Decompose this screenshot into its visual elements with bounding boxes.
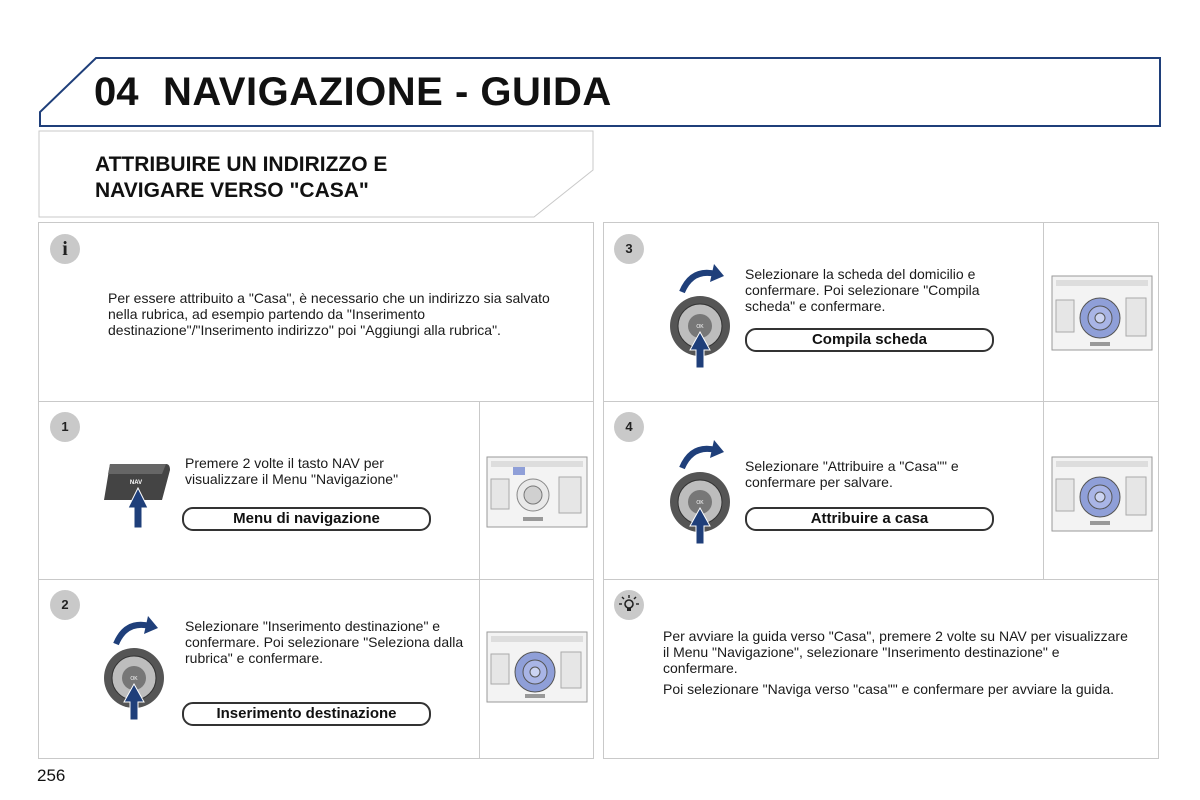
step-3-label: Compila scheda <box>745 328 994 352</box>
radio-panel-image-3 <box>1050 274 1155 354</box>
step-1-divider <box>479 401 480 580</box>
knob-illustration-3 <box>664 260 744 372</box>
lightbulb-icon <box>614 590 644 620</box>
step-4-badge: 4 <box>614 412 644 442</box>
knob-ok-label-3: OK <box>696 324 704 330</box>
chapter-title: NAVIGAZIONE - GUIDA <box>163 70 612 114</box>
knob-ok-label-2: OK <box>130 676 138 682</box>
page-number: 256 <box>37 766 66 785</box>
step-2-divider <box>479 579 480 759</box>
nav-key-label: NAV <box>129 480 143 486</box>
step-4-divider <box>1043 401 1044 580</box>
info-text: Per essere attribuito a "Casa", è necessario che un indirizzo sia salvato nella rubrica, ad esempio partendo da "Inserimento destinazione"/"Inserimento indirizzo" poi "Aggiungi alla rubrica". <box>108 290 550 338</box>
step-2-badge: 2 <box>50 590 80 620</box>
radio-panel-image-1 <box>485 455 590 530</box>
step-4-text: Selezionare "Attribuire a "Casa"" e confermare per salvare. <box>745 458 959 490</box>
step-3-badge: 3 <box>614 234 644 264</box>
step-4-label: Attribuire a casa <box>745 507 994 531</box>
chapter-number: 04 <box>94 70 139 114</box>
section-title-line2: NAVIGARE VERSO "CASA" <box>95 179 369 202</box>
step-3-text: Selezionare la scheda del domicilio e confermare. Poi selezionare "Compila scheda" e confermare. <box>745 266 980 314</box>
radio-panel-image-2 <box>485 630 590 705</box>
knob-ok-label-4: OK <box>696 500 704 506</box>
section-title-line1: ATTRIBUIRE UN INDIRIZZO E <box>95 153 388 176</box>
step-2-text: Selezionare "Inserimento destinazione" e confermare. Poi selezionare "Seleziona dalla rubrica" e confermare. <box>185 618 464 666</box>
step-3-divider <box>1043 222 1044 402</box>
nav-key-illustration <box>100 456 180 536</box>
knob-illustration-4 <box>664 436 744 548</box>
info-icon: i <box>50 234 80 264</box>
step-1-text: Premere 2 volte il tasto NAV per visualizzare il Menu "Navigazione" <box>185 455 399 487</box>
step-1-badge: 1 <box>50 412 80 442</box>
tip-text-2: Poi selezionare "Naviga verso "casa"" e confermare per avviare la guida. <box>663 681 1114 697</box>
step-2-label: Inserimento destinazione <box>182 702 431 726</box>
section-title <box>95 152 515 204</box>
step-1-label: Menu di navigazione <box>182 507 431 531</box>
tip-text-1: Per avviare la guida verso "Casa", premere 2 volte su NAV per visualizzare il Menu "Navigazione", selezionare "Inserimento destinazione" e confermare. <box>663 628 1128 676</box>
radio-panel-image-4 <box>1050 455 1155 535</box>
knob-illustration-2 <box>98 612 178 724</box>
